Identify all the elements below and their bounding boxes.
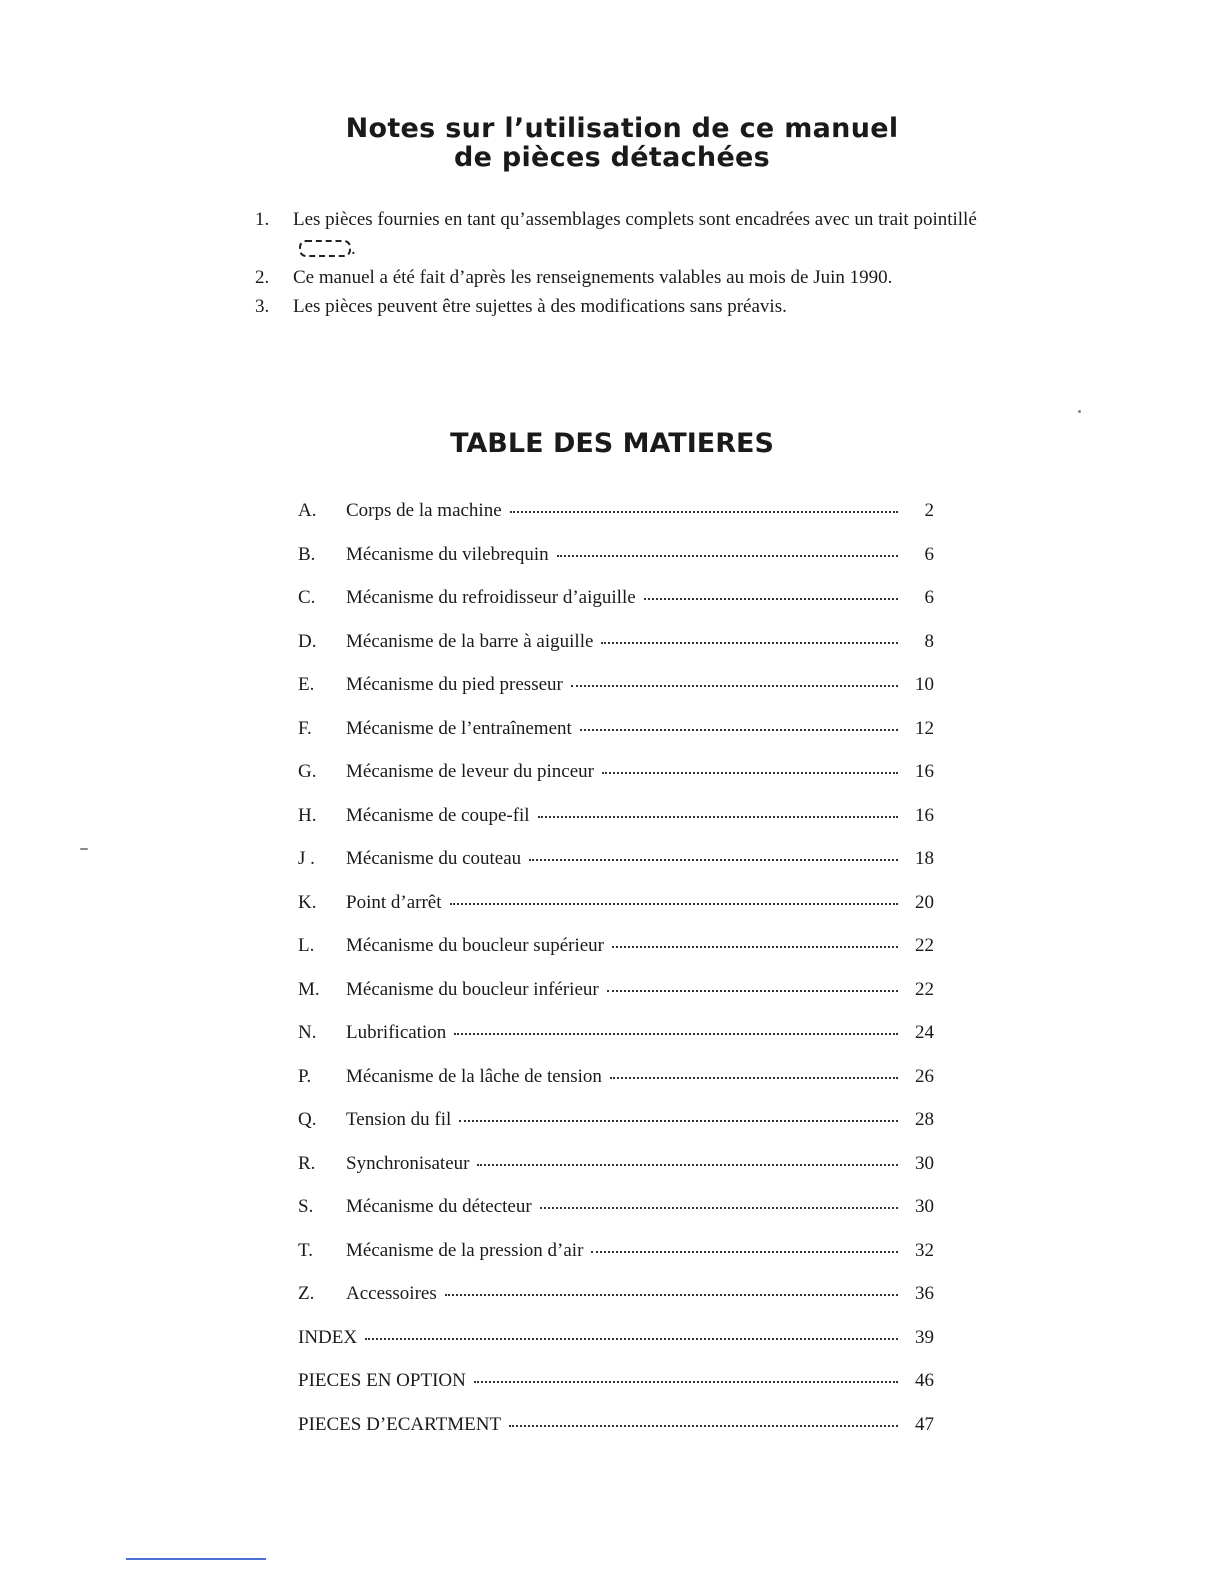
toc-entry-label: Mécanisme de la barre à aiguille xyxy=(346,630,594,652)
toc-entry-page: 28 xyxy=(915,1109,934,1130)
toc-entry-letter: C. xyxy=(298,587,316,608)
note-suffix: . xyxy=(351,238,356,259)
toc-entry-letter: J . xyxy=(298,848,315,869)
note-item xyxy=(255,292,995,321)
toc-entry-label: INDEX xyxy=(298,1326,358,1348)
toc-entry-letter: G. xyxy=(298,761,317,782)
toc-dot-leader xyxy=(509,1425,898,1427)
toc-entry-label: Mécanisme du couteau xyxy=(346,848,522,869)
toc-entry xyxy=(298,805,934,849)
toc-entry-page: 6 xyxy=(924,587,934,608)
toc-entry-label: Mécanisme du pied presseur xyxy=(346,674,563,695)
note-item xyxy=(255,205,995,263)
toc-dot-leader xyxy=(607,990,898,992)
toc-entry-page: 6 xyxy=(924,543,934,565)
toc-entry-page: 32 xyxy=(915,1239,934,1261)
toc-entry-page: 24 xyxy=(915,1022,934,1043)
toc-dot-leader xyxy=(538,816,898,818)
toc-entry xyxy=(298,587,934,631)
note-text: Les pièces peuvent être sujettes à des modifications sans préavis. xyxy=(293,296,787,317)
toc-entry-label: Lubrification xyxy=(346,1022,447,1043)
note-item xyxy=(255,263,995,292)
toc-entry-page: 12 xyxy=(915,717,934,739)
toc-entry-letter: H. xyxy=(298,804,317,826)
toc-entry-page: 30 xyxy=(915,1196,934,1217)
toc-dot-leader xyxy=(445,1294,898,1296)
toc-entry-page: 26 xyxy=(915,1065,934,1087)
toc-entry-page: 30 xyxy=(915,1152,934,1174)
toc-entry-letter: F. xyxy=(298,717,312,739)
toc-entry xyxy=(298,1283,934,1327)
toc-entry xyxy=(298,631,934,675)
toc-entry xyxy=(298,761,934,805)
toc-entry xyxy=(298,1153,934,1197)
note-number: 2. xyxy=(255,267,270,288)
toc-entry-label: Mécanisme du détecteur xyxy=(346,1196,532,1217)
toc-entry xyxy=(298,1370,934,1414)
toc-dot-leader xyxy=(602,772,898,774)
toc-entry xyxy=(298,892,934,936)
page-title-line-2: de pièces détachées xyxy=(453,142,771,173)
toc-entry-page: 16 xyxy=(915,804,934,826)
toc-entry xyxy=(298,500,934,544)
toc-dot-leader xyxy=(580,729,898,731)
toc-entry-letter: N. xyxy=(298,1022,317,1043)
scan-edge-line xyxy=(126,1558,266,1560)
toc-entry-letter: M. xyxy=(298,978,320,1000)
notes-list xyxy=(255,205,995,321)
toc-entry-label: Mécanisme de la pression d’air xyxy=(346,1239,584,1261)
toc-dot-leader xyxy=(610,1077,898,1079)
toc-entry-page: 10 xyxy=(915,674,934,695)
toc-entry xyxy=(298,1414,934,1458)
toc-entry-label: Mécanisme de coupe-fil xyxy=(346,804,530,826)
toc-entry xyxy=(298,1196,934,1240)
toc-entry-label: PIECES EN OPTION xyxy=(298,1370,466,1391)
toc-entry-label: Mécanisme du boucleur inférieur xyxy=(346,978,599,1000)
toc-entry-letter: K. xyxy=(298,891,317,913)
toc-entry-page: 16 xyxy=(915,761,934,782)
toc-entry-label: Point d’arrêt xyxy=(346,891,442,913)
toc-entry xyxy=(298,718,934,762)
toc-entry xyxy=(298,1327,934,1371)
toc-entry-letter: Q. xyxy=(298,1109,317,1130)
toc-entry-page: 2 xyxy=(924,500,934,521)
toc-entry-letter: L. xyxy=(298,935,315,956)
toc-dot-leader xyxy=(477,1164,898,1166)
toc-entry xyxy=(298,935,934,979)
note-text: Les pièces fournies en tant qu’assemblages complets sont encadrées avec un trait pointillé xyxy=(293,209,977,230)
toc-entry-label: Corps de la machine xyxy=(346,500,502,521)
page-title-line-1: Notes sur l’utilisation de ce manuel xyxy=(345,113,899,144)
toc-entry-page: 22 xyxy=(915,935,934,956)
toc-entry-page: 22 xyxy=(915,978,934,1000)
toc-entry-page: 18 xyxy=(915,848,934,869)
toc-entry-letter: A. xyxy=(298,500,317,521)
toc-dot-leader xyxy=(644,598,898,600)
toc-entry-label: Mécanisme du refroidisseur d’aiguille xyxy=(346,587,636,608)
toc-entry-page: 39 xyxy=(915,1326,934,1348)
toc-entry xyxy=(298,979,934,1023)
toc-entry xyxy=(298,1109,934,1153)
toc-entry-label: Tension du fil xyxy=(346,1109,452,1130)
toc-entry-label: Synchronisateur xyxy=(346,1152,470,1174)
toc-dot-leader xyxy=(540,1207,898,1209)
toc-dot-leader xyxy=(459,1120,898,1122)
toc-dot-leader xyxy=(365,1338,898,1340)
toc-entry-label: Mécanisme de leveur du pinceur xyxy=(346,761,594,782)
toc-entry-page: 36 xyxy=(915,1283,934,1304)
toc-entry-page: 46 xyxy=(915,1370,934,1391)
toc-entry-letter: B. xyxy=(298,543,316,565)
toc-dot-leader xyxy=(591,1251,898,1253)
toc-entry-page: 20 xyxy=(915,891,934,913)
toc-entry-label: Mécanisme de l’entraînement xyxy=(346,717,572,739)
table-of-contents xyxy=(298,500,934,1457)
toc-entry xyxy=(298,1240,934,1284)
scan-speck xyxy=(80,848,88,850)
toc-entry xyxy=(298,1066,934,1110)
toc-entry xyxy=(298,674,934,718)
toc-entry-letter: T. xyxy=(298,1239,313,1261)
toc-dot-leader xyxy=(571,685,898,687)
toc-entry-letter: Z. xyxy=(298,1283,315,1304)
toc-entry-label: Accessoires xyxy=(346,1283,437,1304)
toc-dot-leader xyxy=(529,859,898,861)
toc-dot-leader xyxy=(474,1381,898,1383)
toc-entry-letter: P. xyxy=(298,1065,312,1087)
toc-entry-letter: R. xyxy=(298,1152,316,1174)
toc-dot-leader xyxy=(612,946,898,948)
note-text: Ce manuel a été fait d’après les renseignements valables au mois de Juin 1990. xyxy=(293,267,893,288)
toc-entry-label: Mécanisme du vilebrequin xyxy=(346,543,549,565)
toc-dot-leader xyxy=(450,903,898,905)
toc-entry-label: Mécanisme du boucleur supérieur xyxy=(346,935,604,956)
toc-entry-label: Mécanisme de la lâche de tension xyxy=(346,1065,602,1087)
toc-dot-leader xyxy=(510,511,898,513)
toc-entry-letter: S. xyxy=(298,1196,314,1217)
toc-entry xyxy=(298,544,934,588)
scan-speck xyxy=(1078,410,1081,413)
dashed-box-icon xyxy=(299,240,351,257)
toc-dot-leader xyxy=(557,555,898,557)
toc-entry xyxy=(298,1022,934,1066)
note-number: 3. xyxy=(255,296,270,317)
toc-dot-leader xyxy=(601,642,898,644)
toc-dot-leader xyxy=(454,1033,898,1035)
toc-entry-label: PIECES D’ECARTMENT xyxy=(298,1413,502,1435)
toc-entry-letter: D. xyxy=(298,630,317,652)
toc-title: TABLE DES MATIERES xyxy=(450,428,774,459)
toc-entry-page: 47 xyxy=(915,1413,934,1435)
toc-entry-page: 8 xyxy=(924,630,934,652)
toc-entry xyxy=(298,848,934,892)
toc-entry-letter: E. xyxy=(298,674,315,695)
note-number: 1. xyxy=(255,209,270,230)
